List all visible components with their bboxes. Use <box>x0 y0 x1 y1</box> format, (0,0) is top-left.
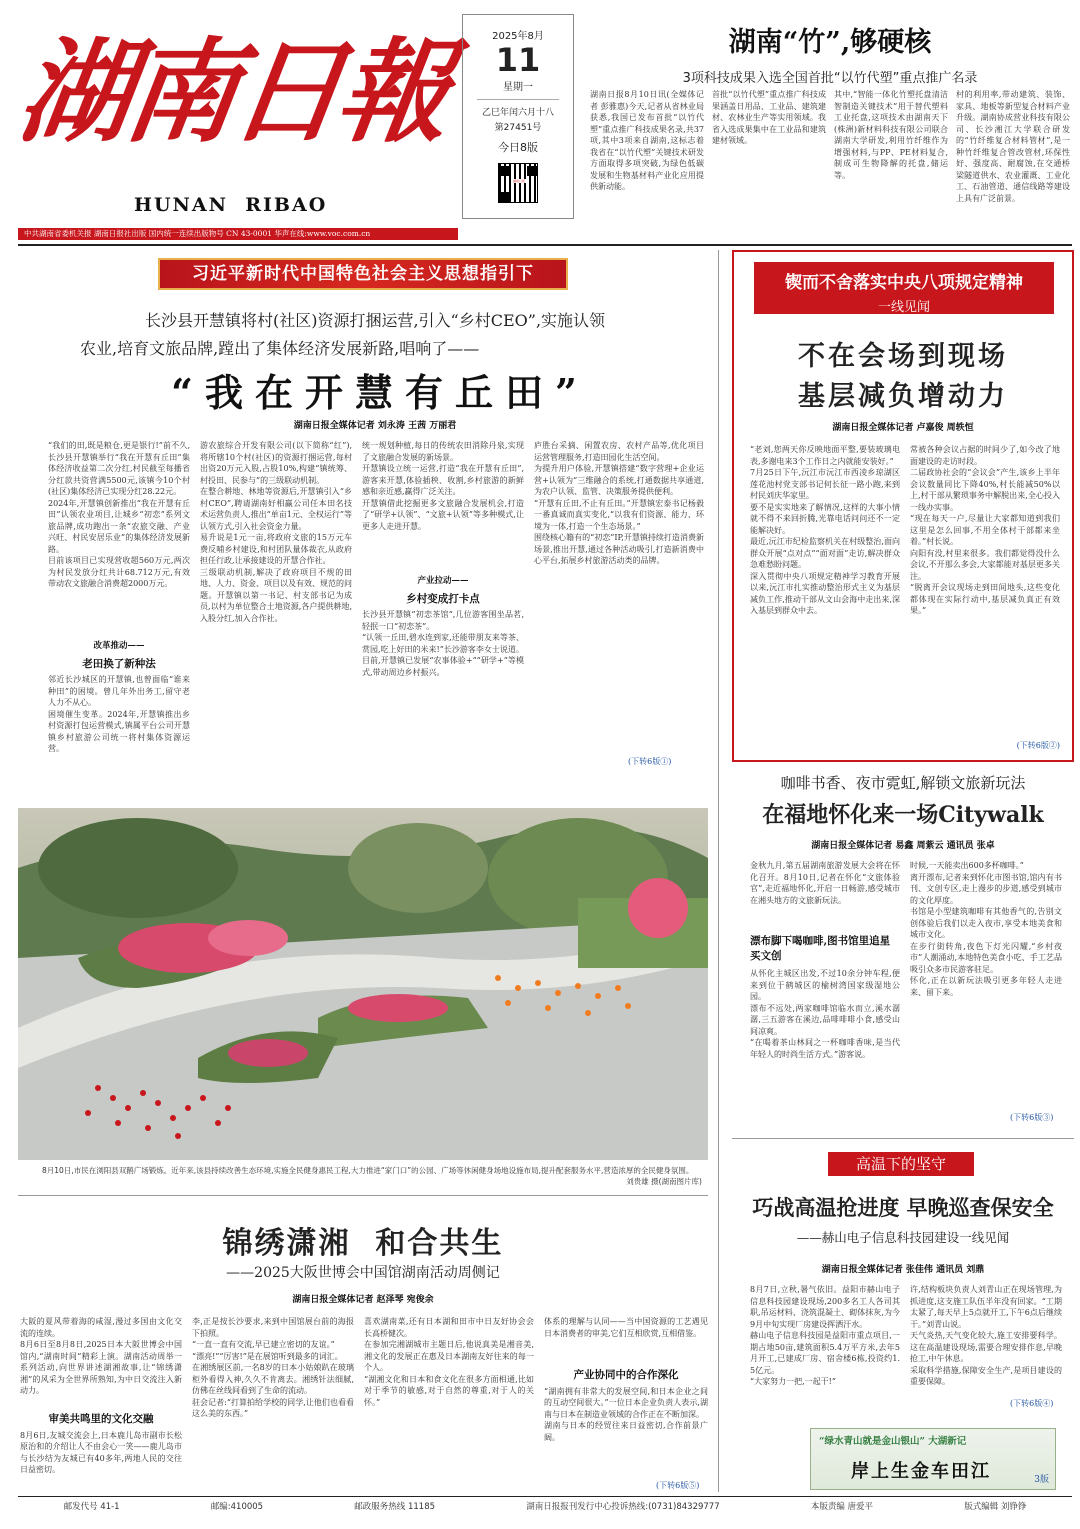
lead-title: “我在开慧有丘田” <box>171 370 589 415</box>
top-story-subtitle: 3项科技成果入选全国首批“以竹代塑”重点推广名录 <box>682 71 978 86</box>
expo-title: 锦绣潇湘 和合共生 <box>222 1226 504 1261</box>
photo-plaza-illustration <box>18 808 708 1160</box>
lead-byline: 湖南日报全媒体记者 刘永涛 王茜 万丽君 <box>293 421 457 431</box>
box-col-1: “老刘,您两天你反映地面平整,要装玻璃电表,多谢电来3个工作日之内就能安装好。” 7月25日下午,沅江市沅江市西凌乡琼湖区莲花池村党支部书记何长征一路小跑,来到村民刘庆华家里。 要不是实实地来了解情况,这样的大事小情就不得不来回折腾,光靠电话问问还不一定能解决好。 最近,沅江市纪检监察机关在村级整治,面向群众开展“点对点”“面对面”走访,解决群众急难愁盼问题。 深入贯彻中央八项规定精神学习教育开展以来,沅江市扎实推动整治形式主义为基层减负工作,推动干部从文山会海中走出来,深入基层到群众中去。 <box>750 445 900 615</box>
footer-item: 邮发代号 41-1 <box>63 1502 120 1512</box>
box-continued[interactable]: (下转6版②) <box>1016 741 1060 750</box>
masthead-strip <box>18 228 458 240</box>
footer-item: 邮编:410005 <box>210 1502 264 1512</box>
lead-col-3-text: 统一规划种植,每日的传统农田消除丹泉,实现了文旅融合发展的新场景。 开慧镇设立统一运营,打造“我在开慧有丘田”,游客来开慧,体验插秧、收割,乡村旅游的新鲜感和亲近感,赢得广泛关注。 开慧镇借此挖掘更多文旅融合发展机会,打造了“研学+认领”、“文旅+认领”等多种模式,让更多人走进开慧。 <box>362 441 524 531</box>
top-story-col-3: 其中,“智能一体化竹塑托盘清洁智制造关键技术”用于替代塑料工业托盘,这项技术由湖南天下(株洲)新材料科技有限公司联合湖南大学研发,利用竹纤维作为增强材料,与PP、PE材料复合,制成可生物降解的托盘,储运等。 <box>834 90 948 180</box>
citywalk-kicker: 咖啡书香、夜市霓虹,解锁文旅新玩法 <box>780 774 1026 792</box>
expo-col-4b-text: “湖南拥有非常大的发展空间,和日本企业之间的互动空间很大。”一位日本企业负责人表示,湖南与日本在制造业领域的合作正在不断加深。 湖南与日本的经贸往来日益密切,合作前景广阔。 <box>544 1386 708 1442</box>
date-box <box>462 14 574 219</box>
guide-box-page: 3版 <box>1034 1475 1049 1485</box>
date-year-month: 2025年8月 <box>492 31 544 42</box>
lead-col-1-text: “我们的田,既是粮仓,更是银行!”前不久,长沙县开慧镇举行“我在开慧有丘田”集体经济收益第二次分红,村民截至每播省分红款共资营满5500元,该镇今10个村(社区)集体经济已实现分红28.22元。 2024年,开慧镇创新推出“我在开慧有丘田”认领农业项目,让城乡“初恋”系列文旅品牌,成功跑出一条“农旅交融、产业兴旺、村民安居乐业”的集体经济发展新路。 目前该项目已实现营收超560万元,两次为村民发放分红共计68.712万元,有效带动农文旅融合消费超2000万元。 <box>48 441 190 588</box>
top-story-col-1: 湖南日报8月10日讯(全媒体记者 彭雅惠)今天,记者从省林业局获悉,我国已发布首批“以竹代塑”重点推广科技成果名录,共37项,其中3项来自湖南,这标志着我省在“以竹代塑”关键技术研发方面取得多项突破,为绿色低碳发展和生物基材料产业化应用提供新动能。 <box>590 90 704 191</box>
footer-item: 湖南日报报刊发行中心投诉热线:(0731)84329777 <box>526 1502 720 1512</box>
hot-weather-subtitle: ——赫山电子信息科技园建设一线见闻 <box>796 1230 1010 1245</box>
photo-credit: 刘贵雄 摄(湖南图片库) <box>626 1177 702 1186</box>
citywalk-continued[interactable]: (下转6版③) <box>1010 1113 1054 1122</box>
top-story-col-2: 首批“以竹代塑”重点推广科技成果涵盖日用品、工业品、建筑建材、农林业生产等实用领域。我省入选成果集中在工业品和建筑建材领域。 <box>712 90 826 145</box>
hot-weather-tag <box>828 1152 974 1176</box>
guide-box-title: 岸上生金车田江 <box>851 1461 991 1482</box>
hot-weather-col-2: 许,结构板块负责人刘青山正在现场管理,为抓进度,这支施工队伍半年没有回家。“工期太紧了,每天早上5点就开工,下午6点后继续干。”刘青山说。 天气炎热,天气变化较大,施工安排要科学。这在高温建设现场,需要合理安排作息,早晚抢工,中午休息。 采取科学措施,保障安全生产,是项目建设的重要保障。 <box>910 1285 1062 1386</box>
expo-continued[interactable]: (下转6版⑤) <box>656 1481 700 1490</box>
lead-zhuanlan-3: 产业拉动—— <box>417 576 469 586</box>
citywalk-title: 在福地怀化来一场Citywalk <box>762 802 1044 828</box>
citywalk-col-1-text: 金秋九月,第五届湖南旅游发展大会将在怀化召开。8月10日,记者在怀化“文旅体验官”,走近福地怀化,开启一日畅游,感受城市在湘头地方的文旅新玩法。 <box>750 861 900 905</box>
issue-number: 第27451号 <box>494 123 542 133</box>
top-story-title: 湖南“竹”,够硬核 <box>728 27 932 58</box>
guide-box[interactable] <box>810 1428 1056 1490</box>
qr-caption: 湖南日报 <box>512 179 525 183</box>
footer-item: 本版责编 唐爱平 <box>810 1502 874 1512</box>
expo-subhead-4: 产业协同中的合作深化 <box>573 1369 679 1381</box>
banner-text: 习近平新时代中国特色社会主义思想指引下 <box>192 264 534 284</box>
top-story <box>590 14 1070 230</box>
photo-caption-box <box>18 1162 708 1196</box>
expo-col-4 <box>544 1316 708 1492</box>
lead-subhead-3: 乡村变成打卡点 <box>406 592 480 605</box>
masthead-logo <box>10 18 454 216</box>
box-kicker: 锲而不舍落实中央八项规定精神 <box>785 273 1023 293</box>
lead-col-3 <box>362 440 524 765</box>
citywalk-byline: 湖南日报全媒体记者 易鑫 周紫云 通讯员 张卓 <box>811 841 995 851</box>
box-series: 一线见闻 <box>877 300 930 315</box>
expo-col-1b-text: 8月6日,友城交流会上,日本鹿儿岛市副市长松原治和的介绍让人不由会心一笑——鹿儿岛市与长沙结为友城已有40多年,两地人民的交往日益密切。 <box>20 1430 182 1474</box>
footer-item: 版式编辑 刘铮铮 <box>964 1502 1027 1512</box>
pages-today: 今日8版 <box>498 141 538 154</box>
qr-code[interactable] <box>498 163 538 203</box>
lead-col-1 <box>48 440 190 765</box>
lead-subhead-1: 老田换了新种法 <box>82 657 156 670</box>
expo-col-4-text: 体系的理解与认同——当中国资源的工艺遇见日本消费者的审美,它们互相欣赏,互相借鉴。 <box>544 1317 708 1338</box>
photo-caption-text: 8月10日,市民在浏阳县双鹅广场锻炼。近年来,该县持续改善生态环境,实施全民健身惠民工程,大力推进“家门口”的公园、广场等休闲健身场地设施布局,提升配套服务水平,营造浓厚的全民健身氛围。 <box>42 1166 694 1175</box>
box-title-2: 基层减负增动力 <box>798 381 1008 412</box>
footer <box>18 1500 1072 1518</box>
logo-latin: HUNAN RIBAO <box>134 194 328 216</box>
top-story-col-4: 村的利用率,带动建筑、装饰、家具、地板等新型复合材料产业升级。湖南协成营业科技有限公司、长沙湘江大学联合研发的“竹纤维复合材料管材”,是一种竹纤维复合管改管材,环保性好、强度高、耐腐蚀,在交通桥梁隧道供水、农业灌溉、工业化工、石油管道、通信线路等建设上具有广泛前景。 <box>956 90 1070 203</box>
box-byline: 湖南日报全媒体记者 卢嘉俊 周轶恒 <box>832 423 974 433</box>
hot-weather-tag-text: 高温下的坚守 <box>855 1155 946 1173</box>
date-day: 11 <box>495 41 541 79</box>
photo <box>18 808 708 1160</box>
lead-col-2: 游农旅综合开发有限公司(以下简称“红”),将所辖10个村(社区)的资源打捆运营,每村出资20万元入股,占股10%,构建“镇统筹、村投田、民参与”的三级联动机制。 在整合耕地、林地等资源后,开慧镇引入“乡村CEO”,聘请湖南好相赢公司任本田名技术运营负责人,推出“单亩1元、全权运行”等认领方式,引入社会资金力量。 易升说是1元一亩,将政府文旅的15万元车费反哺乡村建设,和村团队量体裁衣,从政府担任行政,让承接建设的开慧合作社。 三级联动机制,解决了政府项目不规的田地、人力、资金、项目以及有效、规范的问题。开慧镇以第一书记、村支部书记为成员,以村为单位整合土地资源,各户提供耕地,入股分红,加入合作社。 <box>200 441 352 623</box>
expo-col-3: 喜欢湖南菜,还有日本湖和田市中日友好协会会长高桥健次。 在参加完湘湖城市主题日后,他说真美是湘音美,湘文化的发展正在惠及日本湖南友好往来的每一个人。 “湖湘文化和日本和食文化在很多方面相通,比如对于季节的敏感,对于自然的尊重,对于人的关怀。” <box>364 1317 534 1407</box>
expo-col-1-text: 大阪的夏风带着海的咸湿,漫过多国由文化交流的连续。 8月6日至8月8日,2025日本大阪世博会中国馆内,“湖南时间”精彩上演。湖南活动周举一系列活动,向世界讲述湖湘故事,让“锦绣潇湘”的风采为全世界所熟知,为中日交流注入新动力。 <box>20 1317 182 1395</box>
lead-zhuanlan-1: 改革推动—— <box>93 641 145 651</box>
box-story <box>732 250 1074 762</box>
hot-weather-title: 巧战高温抢进度 早晚巡查保安全 <box>752 1195 1054 1220</box>
box-kicker-panel <box>754 262 1054 314</box>
lead-kicker-2: 农业,培育文旅品牌,蹚出了集体经济发展新路,唱响了—— <box>80 339 480 358</box>
lead-col-4: 庐胜台采摘、闲置农房、农村产品等,优化项目运营管理服务,打造田园化生活空间。 为提升用户体验,开慧镇搭建“数字营理+企业运营+认领为”三维融合的系统,打通数据共享通道,为农户认领、监管、决策服务提供便利。 “开慧有丘田,不止有丘田。”开慧镇宏泰书记杨毅一番真诚而真实变化,“以我有们资源、能力、环境为一体,打造一个生态场景。” 围绕核心籍有的“初恋”IP,开慧镇持续打造消费新场景,推出开慧,通过各种活动吸引,打造新消费中心平台,拓展乡村旅游活动类的品牌。 <box>534 441 704 565</box>
lead-col-3b-text: 长沙县开慧镇“初恋茶馆”,几位游客围坐品茗,轻抿一口“初恋茶”。 “认领一丘田,碧水连到家,还能带朋友来等茶、赏园,吃上好田的米来!”长沙游客李女士说道。 目前,开慧镇已发展“农事体验+”“研学+”等模式,带动周边乡村振兴。 <box>362 610 524 677</box>
footer-item: 邮政服务热线 11185 <box>354 1502 436 1512</box>
top-story-body <box>590 89 1070 229</box>
logo-text: 湖南日報 <box>10 27 454 158</box>
box-col-2: 常被各种会议占据的时间少了,如今改了地面建设的走访时段。 二届政协社会的“会议会”产生,该乡上半年会议数量同比下降40%,村长能减50%以上,村干部从繁琐事务中解脱出来,全心投入一线办实事。 “现在每天一户,尽量让大家都知道到我们这里是怎么回事,不用全体村干部都来坐着。”村长说。 向阳有没,村里来很多。我们都觉得没什么会议,不开那么多会,大家都能对基层更多关注。 “脱离开会议现场走到田间地头,这些变化都体现在实际行动中,基层减负真正有效果。” <box>910 445 1060 615</box>
expo-col-1 <box>20 1316 182 1492</box>
citywalk-subhead: 漂布脚下喝咖啡,图书馆里追星买文创 <box>750 935 891 962</box>
expo-col-2: 李,正是按长沙要求,来到中国馆展台前的海报下拍照。 “一直一直有交流,早已建立密切的友谊。” “漂亮!”“厉害!”是在展馆听到最多的词汇。 在湘绣展区前,一名8岁的日本小姑娘趴在玻璃柜外看得入神,久久不肯离去。湘绣针法细腻,仿佛在丝线间看到了生命的流动。 驻会记者:“打算拍给学校的同学,让他们也看看这么美的东西。” <box>192 1317 354 1418</box>
hot-weather-continued[interactable]: (下转6版④) <box>1010 1399 1054 1408</box>
date-weekday: 星期一 <box>503 82 533 93</box>
expo-byline: 湖南日报全媒体记者 赵泽琴 宛俊余 <box>292 1295 434 1305</box>
citywalk-col-1 <box>750 860 900 1125</box>
guide-box-top: “绿水青山就是金山银山” 大湖新记 <box>819 1436 967 1447</box>
lead-kicker-1: 长沙县开慧镇将村(社区)资源打捆运营,引入“乡村CEO”,实施认领 <box>144 311 606 330</box>
lead-continued[interactable]: (下转6版①) <box>628 757 672 766</box>
photo-caption <box>18 1162 708 1187</box>
theme-banner <box>158 258 568 290</box>
date-lunar: 乙巳年闰六月十八 <box>481 108 554 118</box>
hot-weather-byline: 湖南日报全媒体记者 张佳伟 通讯员 刘鼎 <box>821 1265 985 1275</box>
lead-col-1b-text: 邻近长沙城区的开慧镇,也曾面临“谁来种田”的困境。曾几年外出务工,留守老人力不从心。 困境催生变革。2024年,开慧镇推出乡村资源打包运营模式,镇属平台公司开慧镇乡村旅游公司统一将村集体资源运营。 <box>48 675 190 753</box>
expo-subtitle: ——2025大阪世博会中国馆湖南活动周侧记 <box>226 1265 500 1281</box>
box-title-1: 不在会场到现场 <box>798 341 1008 372</box>
strip-text: 中共湖南省委机关报 湖南日报社出版 国内统一连续出版物号 CN 43-0001 华声在线:www.voc.com.cn <box>24 229 371 238</box>
citywalk-col-1b-text: 从怀化主城区出发,不过10余分钟车程,便来到位于鹤城区的榆树湾国家级湿地公园。 漂布不远处,两家咖啡馆临水而立,溪水潺潺,三五游客在溪边,品啡啡啡小食,感受山间凉爽。 “在喝着茶山林间之一杯咖啡香味,是当代年轻人的时尚生活方式。”游客说。 <box>750 969 900 1059</box>
citywalk-col-2: 时候,一天能卖出600多杯咖啡。” 离开漂布,记者来到怀化市图书馆,馆内有书刊、文创专区,走上漫步的步道,感受到城市的文化厚度。 书馆是小型建筑咖啡有其他香气的,告别文创体验后我们以走入夜市,享受本地美食和城市文化。 在步行街转角,夜色下灯光闪耀,“乡村夜市”人潮涌动,本地特色美食小吃、手工艺品吸引众多市民游客驻足。 怀化,正在以新玩法吸引更多年轻人走进来、留下来。 <box>910 861 1062 997</box>
hot-weather-col-1: 8月7日,立秋,暑气依旧。益阳市赫山电子信息科技园建设现场,200多名工人各司其职,吊运材料、浇筑混凝土、砌体抹灰,为今9月中旬实现厂房建设挥洒汗水。 赫山电子信息科技园是益阳市重点项目,一期占地50亩,建筑面积5.4万平方米,去年5月开工,已建成厂房、宿舍楼6栋,投资约1.5亿元。 “大家努力一把,一起干!” <box>750 1285 900 1386</box>
expo-subhead-1: 审美共鸣里的文化交融 <box>48 1413 154 1425</box>
